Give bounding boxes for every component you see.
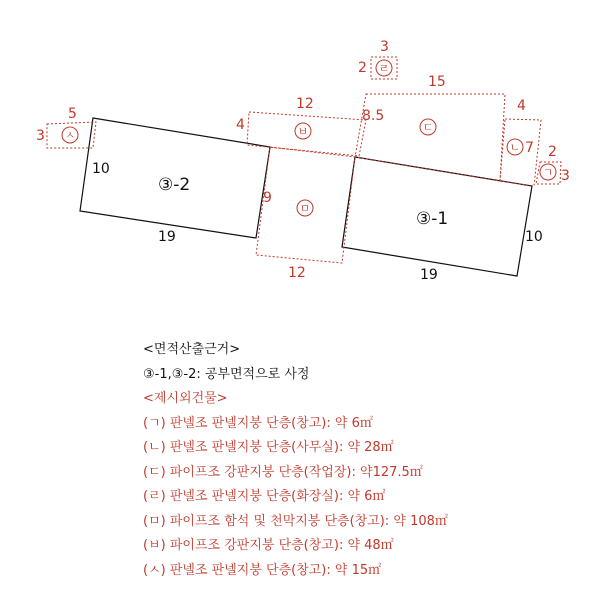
- legend-item: (ㅂ) 파이프조 강판지붕 단층(창고): 약 48㎡: [143, 538, 394, 553]
- svg-text:ㄷ: ㄷ: [422, 121, 434, 134]
- svg-text:ㅂ: ㅂ: [297, 125, 309, 138]
- dim-d-w: 3: [380, 39, 389, 55]
- svg-text:ㄱ: ㄱ: [542, 166, 554, 179]
- building-3-2-label: ③-2: [158, 175, 191, 195]
- svg-text:ㅅ: ㅅ: [64, 129, 76, 142]
- mark-e: [297, 200, 313, 216]
- dim-g-w: 5: [68, 106, 77, 122]
- basis-title: <면적산출근거>: [143, 342, 241, 357]
- legend-item: (ㄴ) 판넬조 판넬지붕 단층(사무실): 약 28㎡: [143, 440, 394, 455]
- dim-f-w: 12: [296, 96, 314, 112]
- dim-f-d: 4: [236, 117, 245, 133]
- svg-text:ㄴ: ㄴ: [509, 141, 521, 154]
- dim-e-w: 12: [288, 265, 306, 281]
- mark-f: [295, 123, 311, 139]
- dim-b-d: 7: [525, 140, 534, 156]
- dim-d-d: 2: [358, 60, 367, 76]
- legend: [143, 338, 603, 583]
- svg-text:ㅁ: ㅁ: [299, 202, 311, 215]
- mark-d: [376, 60, 392, 76]
- mark-b: [507, 139, 523, 155]
- basis-text: ③-1,③-2: 공부면적으로 사정: [143, 366, 310, 382]
- mark-g: [62, 127, 78, 143]
- dim-3-1-depth: 10: [525, 229, 543, 245]
- building-3-1-label: ③-1: [416, 209, 449, 229]
- extra-title: <제시외건물>: [143, 391, 228, 406]
- svg-text:ㄹ: ㄹ: [378, 62, 390, 75]
- dim-a-w: 2: [548, 144, 557, 160]
- dim-c-w: 15: [428, 74, 446, 90]
- dim-b-w: 4: [517, 98, 526, 114]
- dim-a-d: 3: [561, 168, 570, 184]
- dim-g-d: 3: [36, 128, 45, 144]
- mark-a: [540, 164, 556, 180]
- legend-item: (ㄹ) 판넬조 판넬지붕 단층(화장실): 약 6㎡: [143, 489, 386, 504]
- dim-e-d: 9: [263, 190, 272, 206]
- mark-c: [420, 119, 436, 135]
- legend-item: (ㄱ) 판넬조 판넬지붕 단층(창고): 약 6㎡: [143, 415, 373, 431]
- legend-item: (ㄷ) 파이프조 강판지붕 단층(작업장): 약127.5㎡: [143, 464, 423, 480]
- legend-item: (ㅅ) 판넬조 판넬지붕 단층(창고): 약 15㎡: [143, 562, 382, 578]
- dim-3-2-depth: 10: [92, 161, 110, 177]
- dim-3-1-width: 19: [420, 267, 438, 283]
- dim-3-2-width: 19: [158, 229, 176, 245]
- legend-item: (ㅁ) 파이프조 함석 및 천막지붕 단층(창고): 약 108㎡: [143, 513, 448, 529]
- dim-c-d: 8.5: [362, 108, 385, 124]
